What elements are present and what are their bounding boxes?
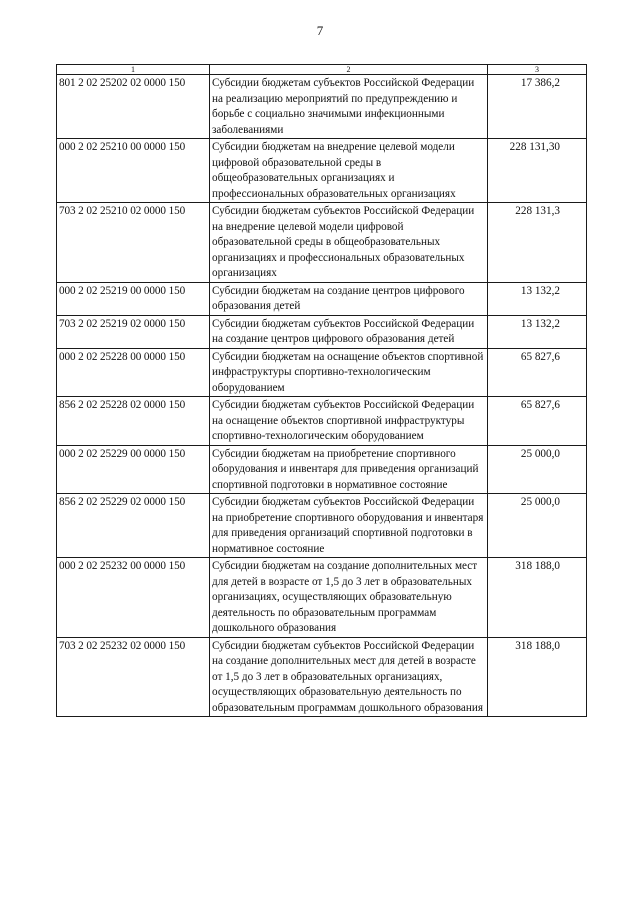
description-cell: Субсидии бюджетам на оснащение объектов спортивной инфраструктуры спортивно-технологическим оборудованием: [210, 348, 488, 397]
amount-cell: 65 827,6: [488, 397, 587, 446]
table-row: [57, 139, 587, 203]
table-row: [57, 637, 587, 717]
budget-code-cell: 703 2 02 25219 02 0000 150: [57, 315, 210, 348]
amount-cell: 228 131,3: [488, 203, 587, 283]
description-cell: Субсидии бюджетам субъектов Российской Федерации на создание дополнительных мест для детей в возрасте от 1,5 до 3 лет в образовательных организациях, осуществляющих образовательную деятельность по образовательным программам дошкольного образования: [210, 637, 488, 717]
budget-code-cell: 856 2 02 25229 02 0000 150: [57, 494, 210, 558]
budget-code-cell: 703 2 02 25210 02 0000 150: [57, 203, 210, 283]
description-cell: Субсидии бюджетам на внедрение целевой модели цифровой образовательной среды в общеобразовательных организациях и профессиональных образовательных организациях: [210, 139, 488, 203]
amount-cell: 318 188,0: [488, 558, 587, 638]
description-cell: Субсидии бюджетам субъектов Российской Федерации на приобретение спортивного оборудования и инвентаря для приведения организаций спортивной подготовки в нормативное состояние: [210, 494, 488, 558]
amount-cell: 65 827,6: [488, 348, 587, 397]
column-number-2: 2: [210, 65, 488, 75]
budget-code-cell: 856 2 02 25228 02 0000 150: [57, 397, 210, 446]
table-row: [57, 494, 587, 558]
table-row: [57, 282, 587, 315]
description-cell: Субсидии бюджетам субъектов Российской Федерации на оснащение объектов спортивной инфраструктуры спортивно-технологическим оборудованием: [210, 397, 488, 446]
column-number-3: 3: [488, 65, 587, 75]
amount-cell: 13 132,2: [488, 282, 587, 315]
table-row: [57, 75, 587, 139]
table-row: [57, 445, 587, 494]
budget-code-cell: 000 2 02 25229 00 0000 150: [57, 445, 210, 494]
table-row: [57, 315, 587, 348]
page-number: 7: [316, 23, 324, 38]
amount-cell: 228 131,30: [488, 139, 587, 203]
table-row: [57, 348, 587, 397]
description-cell: Субсидии бюджетам на создание дополнительных мест для детей в возрасте от 1,5 до 3 лет в образовательных организациях, осуществляющих образовательную деятельность по образовательным программам дошкольного образования: [210, 558, 488, 638]
table-row: [57, 397, 587, 446]
amount-cell: 25 000,0: [488, 445, 587, 494]
column-number-1: 1: [57, 65, 210, 75]
description-cell: Субсидии бюджетам субъектов Российской Федерации на внедрение целевой модели цифровой образовательной среды в общеобразовательных организациях и профессиональных образовательных организациях: [210, 203, 488, 283]
description-cell: Субсидии бюджетам на создание центров цифрового образования детей: [210, 282, 488, 315]
description-cell: Субсидии бюджетам на приобретение спортивного оборудования и инвентаря для приведения организаций спортивной подготовки в нормативное состояние: [210, 445, 488, 494]
budget-code-cell: 000 2 02 25232 00 0000 150: [57, 558, 210, 638]
budget-code-cell: 000 2 02 25210 00 0000 150: [57, 139, 210, 203]
table-row: [57, 203, 587, 283]
budget-code-cell: 000 2 02 25219 00 0000 150: [57, 282, 210, 315]
amount-cell: 25 000,0: [488, 494, 587, 558]
budget-code-cell: 801 2 02 25202 02 0000 150: [57, 75, 210, 139]
column-number-row: [57, 65, 587, 75]
description-cell: Субсидии бюджетам субъектов Российской Федерации на создание центров цифрового образования детей: [210, 315, 488, 348]
amount-cell: 318 188,0: [488, 637, 587, 717]
budget-code-cell: 000 2 02 25228 00 0000 150: [57, 348, 210, 397]
amount-cell: 17 386,2: [488, 75, 587, 139]
budget-table: [56, 64, 587, 717]
description-cell: Субсидии бюджетам субъектов Российской Федерации на реализацию мероприятий по предупреждению и борьбе с социально значимыми инфекционными заболеваниями: [210, 75, 488, 139]
table-row: [57, 558, 587, 638]
budget-code-cell: 703 2 02 25232 02 0000 150: [57, 637, 210, 717]
amount-cell: 13 132,2: [488, 315, 587, 348]
